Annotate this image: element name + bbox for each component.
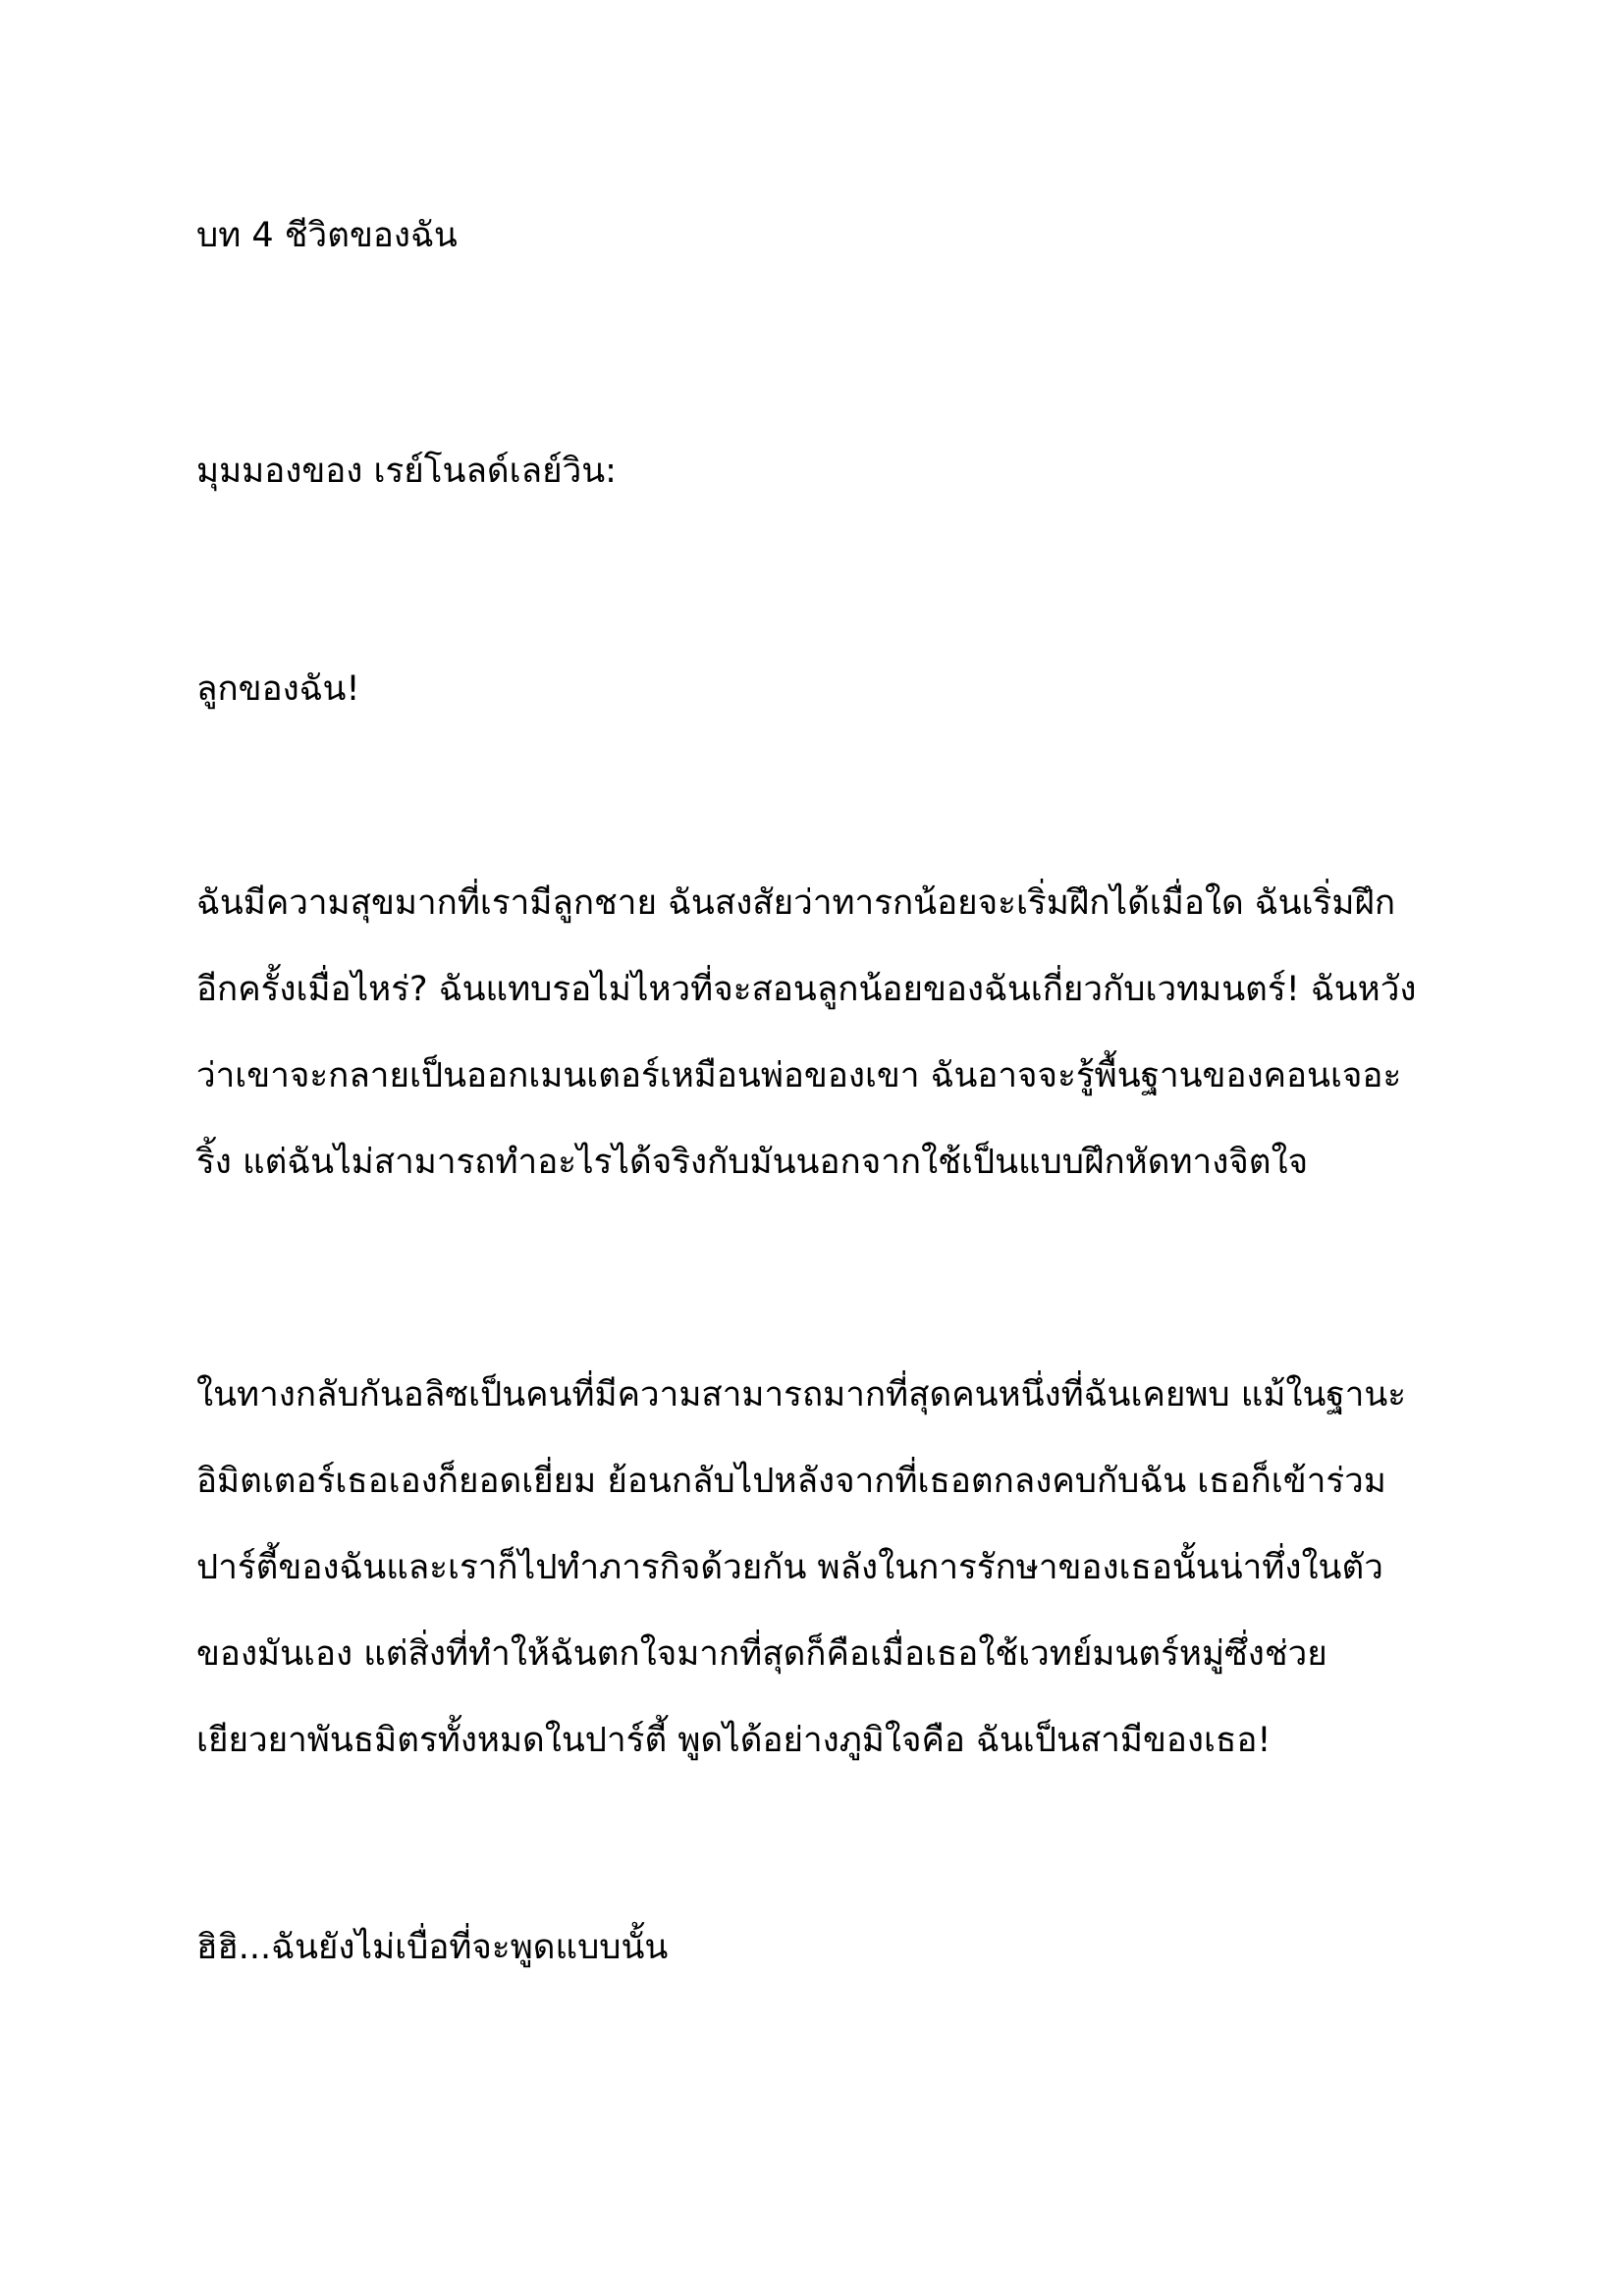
paragraph: [196, 1352, 1443, 1784]
paragraph-line: ของมันเอง แต่สิ่งที่ทำให้ฉันตกใจมากที่สุดก็คือเมื่อเธอใช้เวทย์มนตร์หมู่ซึ่งช่วย: [196, 1634, 1327, 1674]
point-of-view-heading: [196, 428, 1443, 514]
paragraph-line: ปาร์ตี้ของฉันและเราก็ไปทำภารกิจด้วยกัน พลังในการรักษาของเธอนั้นน่าทึ่งในตัว: [196, 1548, 1383, 1587]
paragraph-line: ริ้ง แต่ฉันไม่สามารถทำอะไรได้จริงกับมันนอกจากใช้เป็นแบบฝึกหัดทางจิตใจ: [196, 1143, 1309, 1182]
paragraph: [196, 860, 1443, 1205]
chapter-title-text: บท 4 ชีวิตของฉัน: [196, 216, 458, 255]
paragraph: [196, 1904, 1443, 1991]
paragraph-line: ว่าเขาจะกลายเป็นออกเมนเตอร์เหมือนพ่อของเขา ฉันอาจจะรู้พื้นฐานของคอนเจอะ: [196, 1056, 1402, 1095]
paragraph-line: ลูกของฉัน!: [196, 669, 360, 709]
paragraph-line: ในทางกลับกันอลิซเป็นคนที่มีความสามารถมากที่สุดคนหนึ่งที่ฉันเคยพบ แม้ในฐานะ: [196, 1375, 1407, 1415]
paragraph-line: อิมิตเตอร์เธอเองก็ยอดเยี่ยม ย้อนกลับไปหลังจากที่เธอตกลงคบกับฉัน เธอก็เข้าร่วม: [196, 1462, 1386, 1501]
chapter-title: [196, 192, 1443, 279]
paragraph-line: เยียวยาพันธมิตรทั้งหมดในปาร์ตี้ พูดได้อย่างภูมิใจคือ ฉันเป็นสามีของเธอ!: [196, 1721, 1272, 1760]
paragraph-line: อีกครั้งเมื่อไหร่? ฉันแทบรอไม่ไหวที่จะสอนลูกน้อยของฉันเกี่ยวกับเวทมนตร์! ฉันหวัง: [196, 970, 1417, 1009]
point-of-view-text: มุมมองของ เรย์โนลด์เลย์วิน:: [196, 452, 617, 491]
paragraph-line: ฮิฮิ...ฉันยังไม่เบื่อที่จะพูดแบบนั้น: [196, 1928, 669, 1967]
paragraph-line: ฉันมีความสุขมากที่เรามีลูกชาย ฉันสงสัยว่าทารกน้อยจะเริ่มฝึกได้เมื่อใด ฉันเริ่มฝึก: [196, 883, 1396, 923]
paragraph: [196, 646, 1443, 732]
